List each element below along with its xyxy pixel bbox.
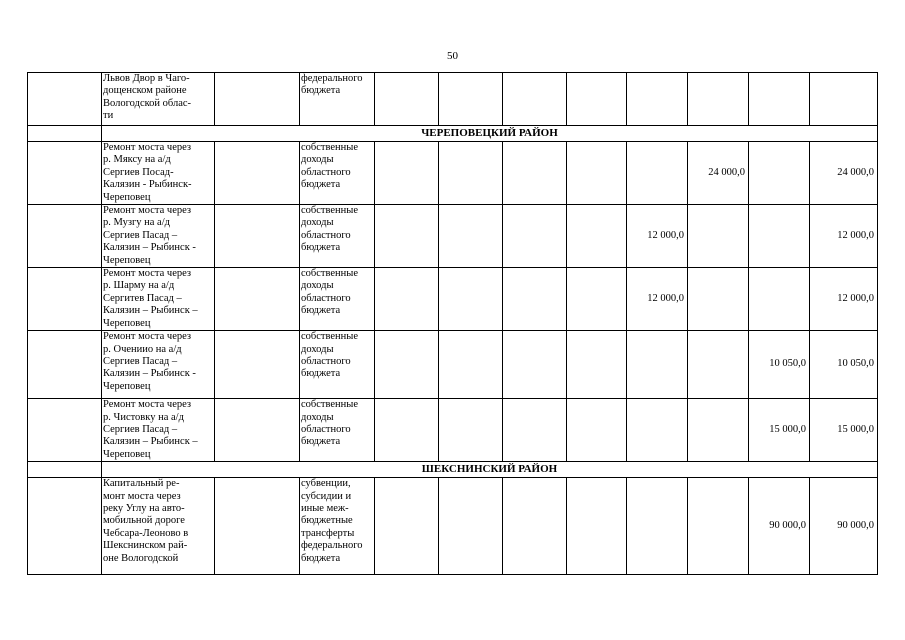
object-name-cell: Львов Двор в Чаго- дощенском районе Вологодской облас- ти <box>102 73 215 126</box>
object-name-cell: Ремонт моста через р. Шарму на а/д Сергитев Пасад – Калязин – Рыбинск – Череповец <box>102 268 215 331</box>
year-value-cell <box>439 268 503 331</box>
year-value-cell <box>503 478 567 575</box>
year-value-cell <box>439 478 503 575</box>
year-value-cell <box>688 478 749 575</box>
year-value-cell <box>567 142 627 205</box>
total-value-cell: 10 050,0 <box>810 331 878 399</box>
row-number-cell <box>28 205 102 268</box>
year-value-cell: 12 000,0 <box>627 205 688 268</box>
row-number-cell <box>28 268 102 331</box>
year-value-cell <box>439 331 503 399</box>
year-value-cell: 15 000,0 <box>749 399 810 462</box>
year-value-cell <box>749 73 810 126</box>
year-value-cell <box>375 478 439 575</box>
year-value-cell <box>688 73 749 126</box>
year-value-cell <box>749 142 810 205</box>
year-value-cell <box>503 73 567 126</box>
funding-source-cell: собственные доходы областного бюджета <box>300 205 375 268</box>
year-value-cell <box>567 331 627 399</box>
empty-cell <box>215 331 300 399</box>
year-value-cell <box>749 205 810 268</box>
year-value-cell: 24 000,0 <box>688 142 749 205</box>
table-row <box>28 268 878 331</box>
row-number-cell <box>28 399 102 462</box>
year-value-cell <box>627 478 688 575</box>
year-value-cell <box>503 142 567 205</box>
total-value-cell: 12 000,0 <box>810 268 878 331</box>
object-name-cell: Ремонт моста через р. Музгу на а/д Сергиев Пасад – Калязин – Рыбинск - Череповец <box>102 205 215 268</box>
empty-cell <box>215 399 300 462</box>
year-value-cell <box>439 205 503 268</box>
year-value-cell <box>375 268 439 331</box>
table-row <box>28 331 878 399</box>
table-row <box>28 142 878 205</box>
object-name-cell: Капитальный ре- монт моста через реку Углу на авто- мобильной дороге Чебсара-Леоново в Шекснинском рай- оне Вологодской <box>102 478 215 575</box>
total-value-cell: 24 000,0 <box>810 142 878 205</box>
table-row <box>28 478 878 575</box>
table-row <box>28 73 878 126</box>
section-spacer-cell <box>28 462 102 478</box>
year-value-cell <box>375 399 439 462</box>
year-value-cell <box>688 268 749 331</box>
year-value-cell <box>439 73 503 126</box>
funding-source-cell: собственные доходы областного бюджета <box>300 399 375 462</box>
funding-source-cell: собственные доходы областного бюджета <box>300 331 375 399</box>
object-name-cell: Ремонт моста через р. Очениио на а/д Сергиев Пасад – Калязин – Рыбинск - Череповец <box>102 331 215 399</box>
year-value-cell <box>503 331 567 399</box>
year-value-cell <box>503 399 567 462</box>
funding-source-cell: субвенции, субсидии и иные меж- бюджетные трансферты федерального бюджета <box>300 478 375 575</box>
section-spacer-cell <box>28 126 102 142</box>
object-name-cell: Ремонт моста через р. Мяксу на а/д Сергиев Посад- Калязин - Рыбинск- Череповец <box>102 142 215 205</box>
year-value-cell <box>439 399 503 462</box>
year-value-cell <box>567 73 627 126</box>
year-value-cell <box>439 142 503 205</box>
total-value-cell: 90 000,0 <box>810 478 878 575</box>
year-value-cell <box>503 268 567 331</box>
budget-table-body <box>28 73 878 575</box>
table-row <box>28 205 878 268</box>
section-header-row <box>28 462 878 478</box>
year-value-cell <box>567 268 627 331</box>
funding-source-cell: собственные доходы областного бюджета <box>300 142 375 205</box>
year-value-cell <box>688 399 749 462</box>
year-value-cell <box>688 205 749 268</box>
empty-cell <box>215 205 300 268</box>
object-name-cell: Ремонт моста через р. Чистовку на а/д Сергиев Пасад – Калязин – Рыбинск – Череповец <box>102 399 215 462</box>
page-number: 50 <box>447 50 458 62</box>
row-number-cell <box>28 142 102 205</box>
section-header-row <box>28 126 878 142</box>
row-number-cell <box>28 73 102 126</box>
year-value-cell <box>375 73 439 126</box>
empty-cell <box>215 478 300 575</box>
row-number-cell <box>28 478 102 575</box>
section-title: ШЕКСНИНСКИЙ РАЙОН <box>102 462 878 478</box>
year-value-cell <box>503 205 567 268</box>
empty-cell <box>215 142 300 205</box>
year-value-cell: 12 000,0 <box>627 268 688 331</box>
section-title: ЧЕРЕПОВЕЦКИЙ РАЙОН <box>102 126 878 142</box>
year-value-cell <box>627 331 688 399</box>
row-number-cell <box>28 331 102 399</box>
empty-cell <box>215 268 300 331</box>
year-value-cell <box>567 205 627 268</box>
year-value-cell <box>749 268 810 331</box>
year-value-cell: 90 000,0 <box>749 478 810 575</box>
year-value-cell <box>688 331 749 399</box>
funding-source-cell: собственные доходы областного бюджета <box>300 268 375 331</box>
year-value-cell <box>567 399 627 462</box>
year-value-cell <box>627 399 688 462</box>
budget-table <box>27 72 878 575</box>
total-value-cell: 15 000,0 <box>810 399 878 462</box>
funding-source-cell: федерального бюджета <box>300 73 375 126</box>
year-value-cell <box>375 142 439 205</box>
year-value-cell: 10 050,0 <box>749 331 810 399</box>
total-value-cell: 12 000,0 <box>810 205 878 268</box>
table-row <box>28 399 878 462</box>
year-value-cell <box>375 205 439 268</box>
empty-cell <box>215 73 300 126</box>
year-value-cell <box>627 73 688 126</box>
year-value-cell <box>375 331 439 399</box>
total-value-cell <box>810 73 878 126</box>
year-value-cell <box>567 478 627 575</box>
year-value-cell <box>627 142 688 205</box>
